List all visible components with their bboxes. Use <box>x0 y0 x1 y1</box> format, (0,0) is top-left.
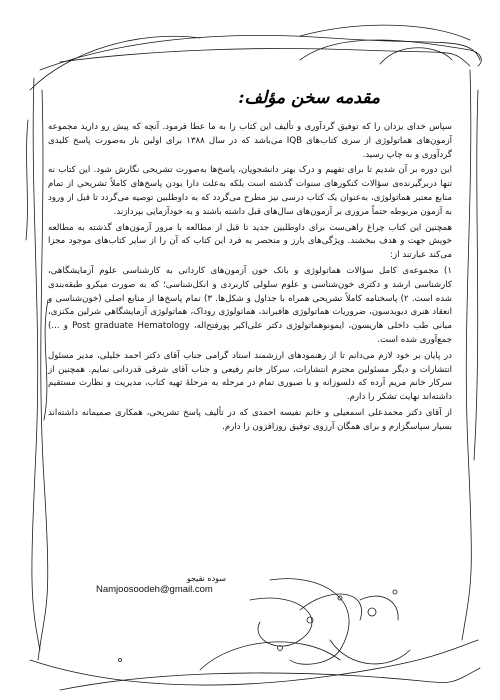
paragraph: همچنین این کتاب چراغ راهی‌ست برای داوطلبین جدید تا قبل از مطالعه با مرور آزمون‌های گذشته به مطالعه خویش جهت و هدف ببخشند. ویژگی‌های بارز و منحصر به فرد این کتاب که آن را از سایر کتاب‌های موجود مجزا می‌کند عبارتند از: <box>48 222 452 261</box>
author-email: Namjoosoodeh@gmail.com <box>96 584 213 595</box>
paragraph: سپاس خدای یزدان را که توفیق گردآوری و تألیف این کتاب را به ما عطا فرمود. آنچه که پیش رو دارید مجموعه آزمون‌های هماتولوژی از سری کتاب‌های IQB می‌باشد که در سال ۱۳۸۸ برای اولین بار به‌صورت پاسخ کلیدی گردآوری و به چاپ رسید. <box>48 122 452 160</box>
paragraph: این دوره بر آن شدیم تا برای تفهیم و درک بهتر دانشجویان، پاسخ‌ها به‌صورت تشریحی نگارش شود. این کتاب نه تنها دربرگیرنده‌ی سؤالات کنکورهای سنوات گذشته است بلکه به‌علت دارا بودن پاسخ‌های کاملاً تشریحی از تمام منابع معتبر هماتولوژی، به‌عنوان یک کتاب درسی نیز مطرح می‌گردد که به داوطلبین توصیه می‌گردد تا قبل از ورود به آزمون مربوطه حتماً مروری بر آزمون‌های سال‌های قبل داشته باشند و به خودآزمایی بپردازند. <box>48 165 452 217</box>
paragraph: در پایان بر خود لازم می‌دانم تا از رهنمودهای ارزشمند استاد گرامی جناب آقای دکتر احمد خلیلی، مدیر مسئول انتشارات و دیگر مسئولین محترم انتشارات، سرکار خانم رفیعی و جناب آقای شرقی قدردانی نمایم. همچنین از سرکار خانم مریم آرده که دلسوزانه و با صبوری تمام در مرحله به مرحلهٔ تهیه کتاب، مدیریت و نظارت مستقیم داشته‌اند نهایت تشکر را دارم. <box>48 350 452 403</box>
author-name: سوده نقیجو <box>186 574 226 583</box>
page-title: مقدمه سخن مؤلف: <box>238 88 380 108</box>
paragraph: ۱) مجموعه‌ی کامل سؤالات هماتولوژی و بانک خون آزمون‌های کاردانی به کارشناسی علوم آزمایشگاهی، کارشناسی ارشد و دکتری خون‌شناسی و علوم سلولی کاربردی و انکل‌شناسی؛ که به صورت میکرو طبقه‌بندی شده است. ۲) پاسخنامه کاملاً تشریحی همراه با جداول و شکل‌ها. ۳) تمام پاسخ‌ها از منابع اصلی (خون‌شناسی و انعقاد هنری دیویدسون، ضروریات هماتولوژی هافبراند، هماتولوژی روداک، هماتولوژی آزمایشگاهی شرلین مکنزی، مبانی طب داخلی هاریسون، ایمونوهماتولوژی دکتر علی‌اکبر پورفتح‌اله، Post graduate Hematology و ...) جمع‌آوری شده است. <box>48 265 452 345</box>
paragraph: از آقای دکتر محمدعلی اسمعیلی و خانم نفیسه احمدی که در تألیف پاسخ تشریحی، همکاری صمیمانه داشته‌اند بسیار سپاسگزارم و برای همگان آرزوی توفیق روزافزون را دارم. <box>48 407 452 432</box>
body-text <box>48 121 452 436</box>
signature-block <box>96 574 256 595</box>
